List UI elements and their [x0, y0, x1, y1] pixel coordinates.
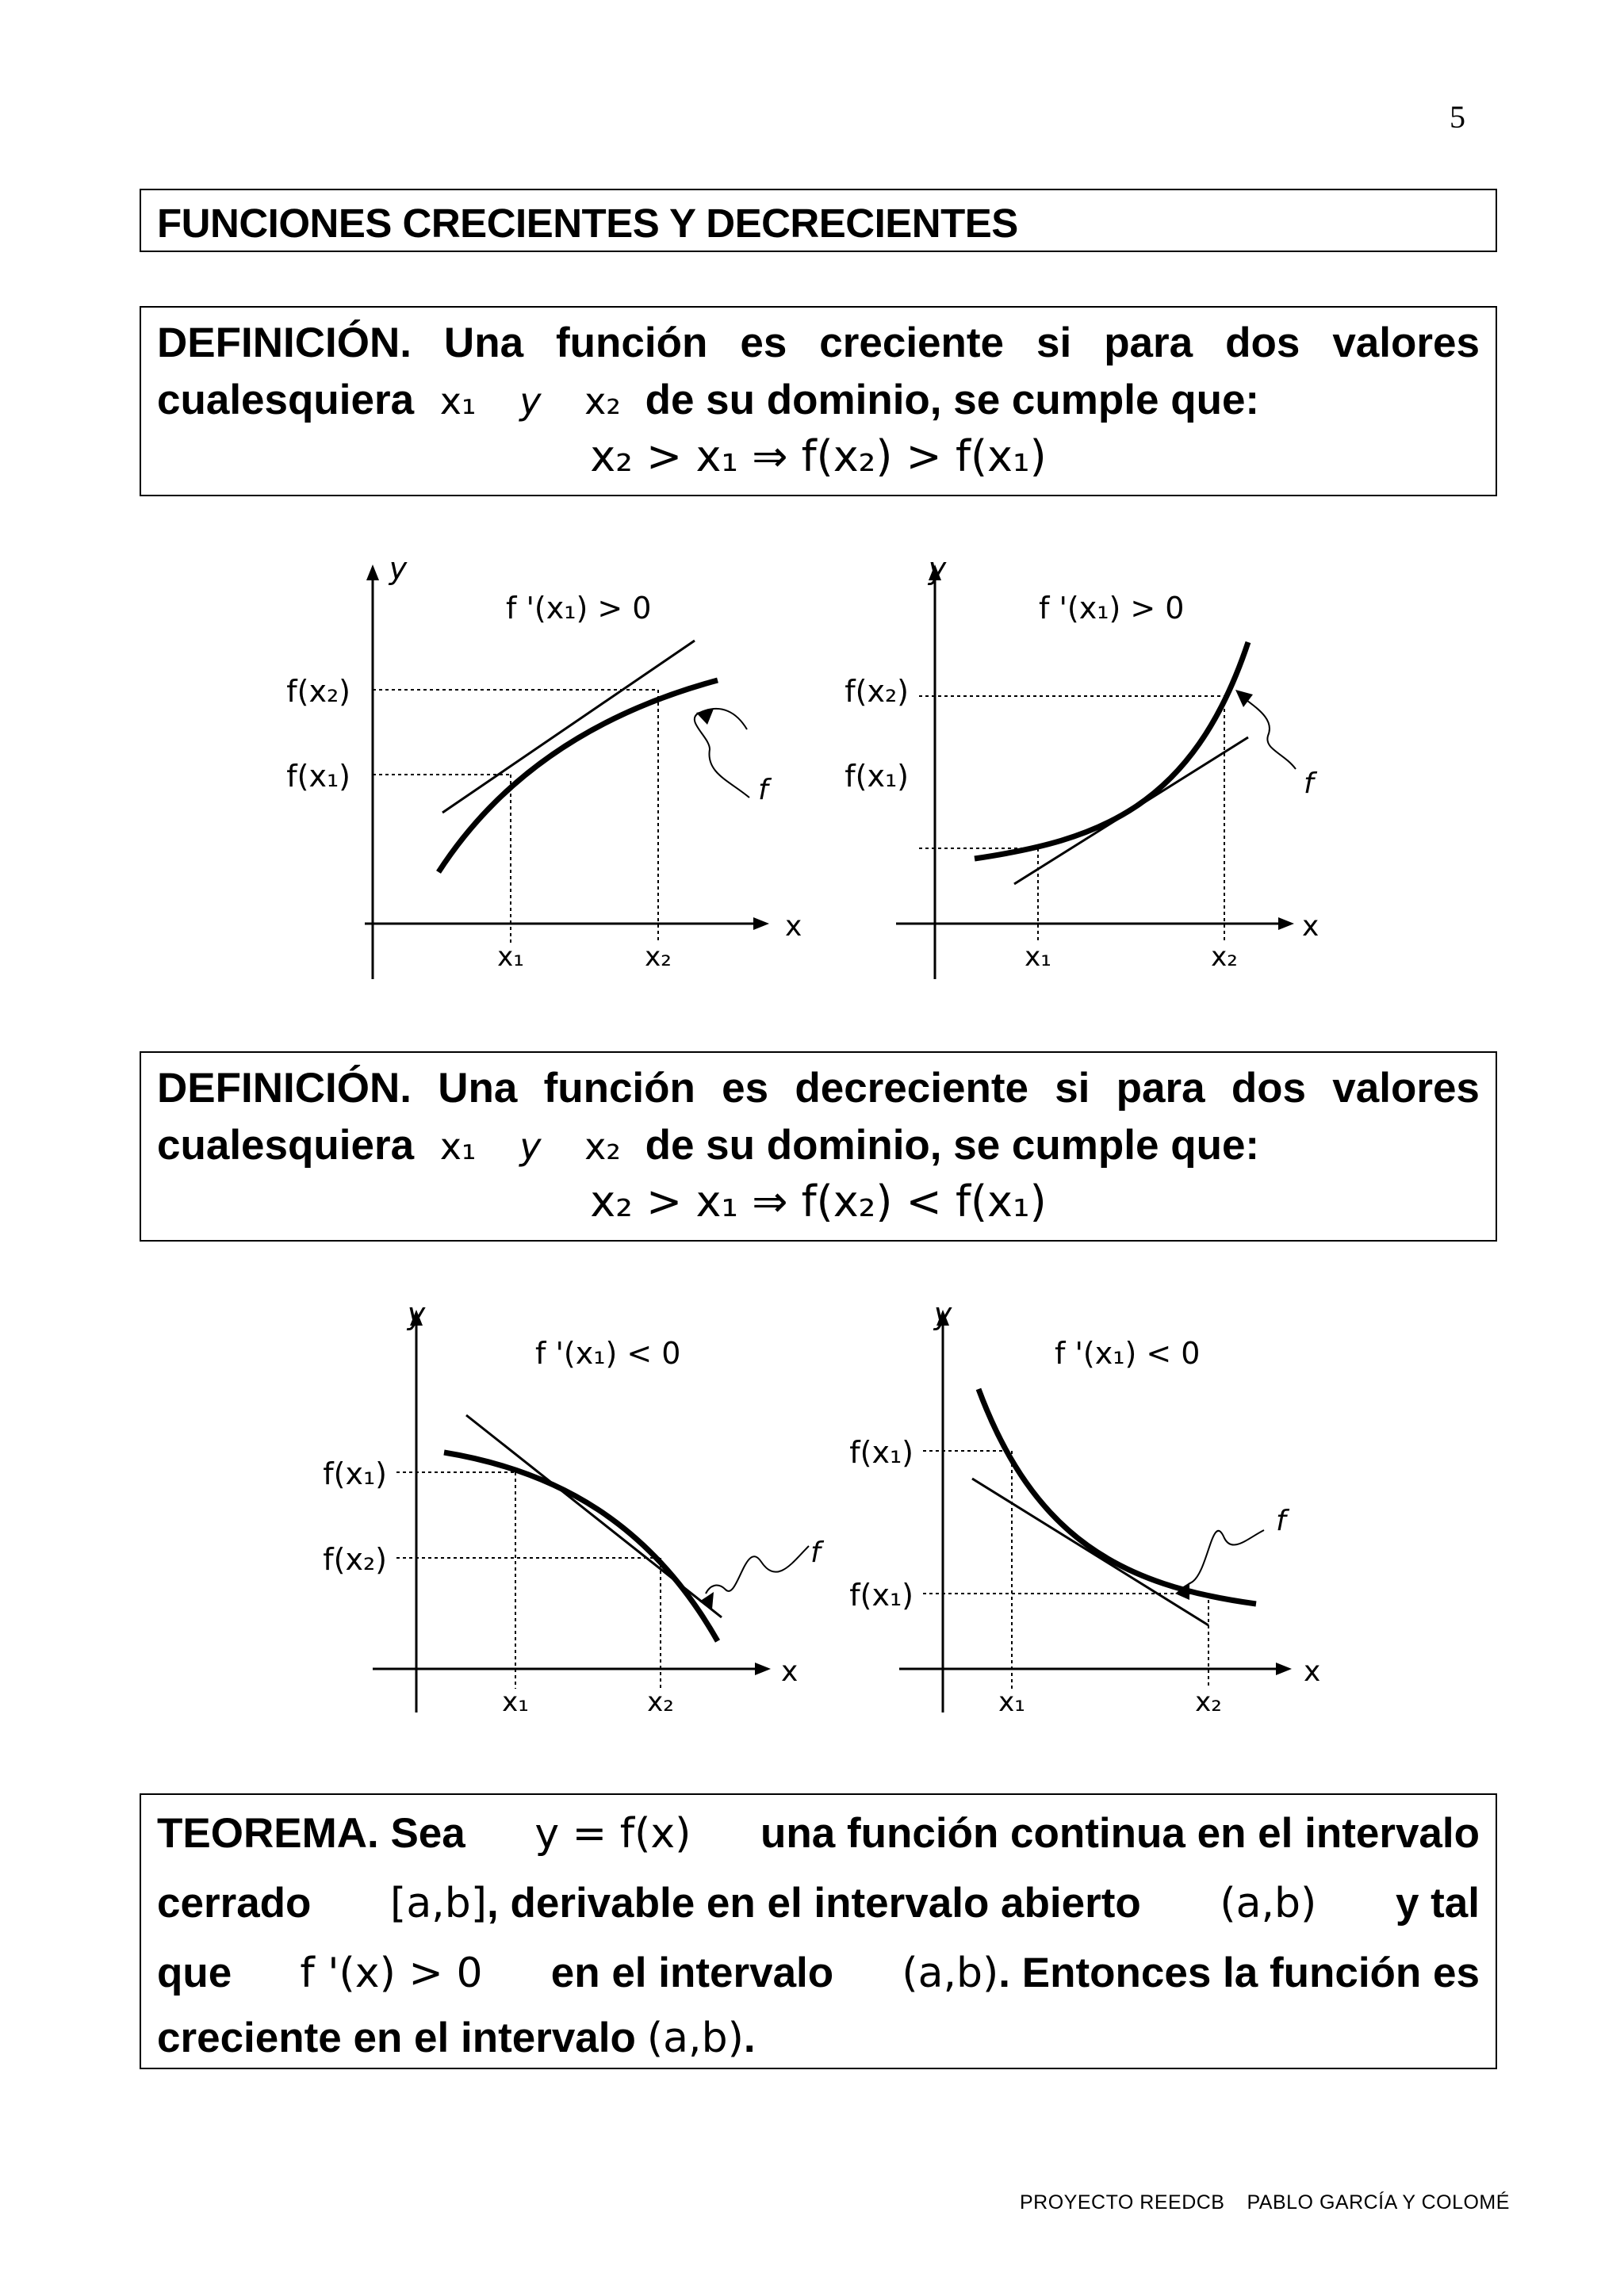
word: función: [543, 1065, 695, 1112]
page-footer: [1020, 2191, 1532, 2214]
tangent-line: [972, 1479, 1208, 1625]
x-axis-label: x: [1302, 910, 1320, 943]
theorem-text: en el intervalo: [550, 1950, 834, 1996]
word: es: [740, 320, 787, 366]
derivative-label: f '(x₁) > 0: [1039, 591, 1185, 626]
word: DEFINICIÓN.: [157, 1065, 412, 1112]
curve-label: f: [1304, 767, 1314, 800]
definition-decreasing: [140, 1051, 1497, 1242]
theorem-math: f '(x) > 0: [300, 1950, 483, 1997]
math-x2: x₂: [584, 1125, 621, 1168]
graph-decreasing-concave: [293, 1296, 821, 1744]
theorem-text: .: [743, 2015, 756, 2061]
footer-project: PROYECTO REEDCB: [1020, 2191, 1225, 2214]
f-x2-label: f(x₂): [323, 1542, 387, 1577]
theorem-line-4: [157, 2014, 1480, 2062]
tick-x2: x₂: [1195, 1686, 1222, 1718]
curve-f: [975, 642, 1248, 859]
f-x1-label: f(x₁): [286, 759, 350, 794]
derivative-label: f '(x₁) > 0: [506, 591, 652, 626]
f-x2-label: f(x₂): [845, 674, 909, 709]
word: función: [556, 320, 708, 366]
word: DEFINICIÓN.: [157, 320, 412, 366]
x-axis-label: x: [781, 1655, 799, 1688]
word: decreciente: [795, 1065, 1028, 1112]
x-axis-label: x: [1304, 1655, 1321, 1688]
definition-line-2: [157, 376, 1259, 424]
curve-f: [979, 1389, 1256, 1604]
theorem-math: (a,b): [646, 2015, 744, 2062]
word: creciente: [819, 320, 1005, 366]
section-title: FUNCIONES CRECIENTES Y DECRECIENTES: [157, 201, 1018, 246]
curve-f: [444, 1452, 718, 1641]
word: para: [1104, 320, 1193, 366]
theorem-line-3: [157, 1949, 1480, 1997]
definition-line-2: [157, 1121, 1259, 1169]
y-axis-label: y: [928, 551, 947, 586]
footer-author: PABLO GARCÍA Y COLOMÉ: [1247, 2191, 1510, 2214]
theorem-math: (a,b): [902, 1950, 999, 1997]
f-x1-label: f(x₁): [849, 1435, 914, 1470]
word: Una: [438, 1065, 518, 1112]
tick-x2: x₂: [647, 1686, 674, 1718]
curve-label: f: [1276, 1505, 1286, 1537]
theorem-math: (a,b): [1220, 1880, 1317, 1927]
f-x1-label: f(x₁): [845, 759, 909, 794]
math-x1: x₁: [439, 1125, 477, 1168]
f-x1-label-lower: f(x₁): [849, 1578, 914, 1613]
f-x2-label: f(x₂): [286, 674, 350, 709]
theorem-math: [a,b]: [390, 1880, 488, 1927]
tick-x1: x₁: [1025, 941, 1051, 973]
theorem-text: y tal: [1395, 1880, 1480, 1927]
theorem-box: [140, 1793, 1497, 2069]
word: para: [1116, 1065, 1205, 1112]
theorem-text: . Entonces la función es: [998, 1950, 1480, 1996]
theorem-text: TEOREMA. Sea: [157, 1810, 465, 1857]
theorem-text: que: [157, 1950, 232, 1996]
theorem-line-2: [157, 1879, 1480, 1927]
tangent-line: [442, 641, 695, 813]
tick-x2: x₂: [645, 941, 672, 973]
graph-increasing-concave: [286, 551, 817, 999]
graph-decreasing-convex: [820, 1296, 1343, 1744]
word: Una: [443, 320, 524, 366]
curve-f: [439, 680, 718, 872]
math-conj: y: [519, 1125, 542, 1168]
theorem-text: una función continua en el intervalo: [760, 1810, 1480, 1857]
tick-x1: x₁: [497, 941, 524, 973]
line2-prefix: cualesquiera: [157, 1122, 415, 1169]
math-x2: x₂: [584, 380, 621, 423]
curve-label: f: [758, 774, 768, 806]
theorem-text: cerrado: [157, 1880, 312, 1927]
word: dos: [1231, 1065, 1307, 1112]
definition-line-1: [157, 319, 1480, 367]
derivative-label: f '(x₁) < 0: [535, 1336, 681, 1371]
theorem-math: y = f(x): [534, 1810, 691, 1858]
word: es: [722, 1065, 769, 1112]
y-axis-label: y: [933, 1296, 952, 1331]
math-x1: x₁: [439, 380, 477, 423]
definition-formula: x₂ > x₁ ⇒ f(x₂) < f(x₁): [590, 1177, 1047, 1226]
y-axis-label: y: [389, 551, 408, 586]
theorem-text: , derivable en el intervalo abierto: [487, 1880, 1141, 1927]
line2-suffix: de su dominio, se cumple que:: [645, 377, 1260, 423]
f-x1-label: f(x₁): [323, 1456, 387, 1491]
section-title-box: [140, 189, 1497, 252]
word: valores: [1332, 320, 1480, 366]
line2-prefix: cualesquiera: [157, 377, 415, 423]
curve-label: f: [810, 1536, 821, 1569]
tick-x1: x₁: [998, 1686, 1025, 1718]
derivative-label: f '(x₁) < 0: [1055, 1336, 1201, 1371]
word: si: [1055, 1065, 1090, 1112]
math-conj: y: [519, 380, 542, 423]
line2-suffix: de su dominio, se cumple que:: [645, 1122, 1260, 1169]
definition-formula: x₂ > x₁ ⇒ f(x₂) > f(x₁): [590, 431, 1047, 481]
definition-line-1: [157, 1064, 1480, 1112]
definition-increasing: [140, 306, 1497, 496]
page-number: 5: [1450, 99, 1465, 135]
x-axis-label: x: [785, 910, 802, 943]
tick-x1: x₁: [502, 1686, 529, 1718]
word: valores: [1332, 1065, 1480, 1112]
theorem-line-1: [157, 1809, 1480, 1858]
word: dos: [1225, 320, 1300, 366]
y-axis-label: y: [407, 1296, 426, 1331]
tick-x2: x₂: [1211, 941, 1238, 973]
theorem-text: creciente en el intervalo: [157, 2015, 636, 2061]
word: si: [1036, 320, 1072, 366]
graph-increasing-convex: [820, 551, 1343, 999]
